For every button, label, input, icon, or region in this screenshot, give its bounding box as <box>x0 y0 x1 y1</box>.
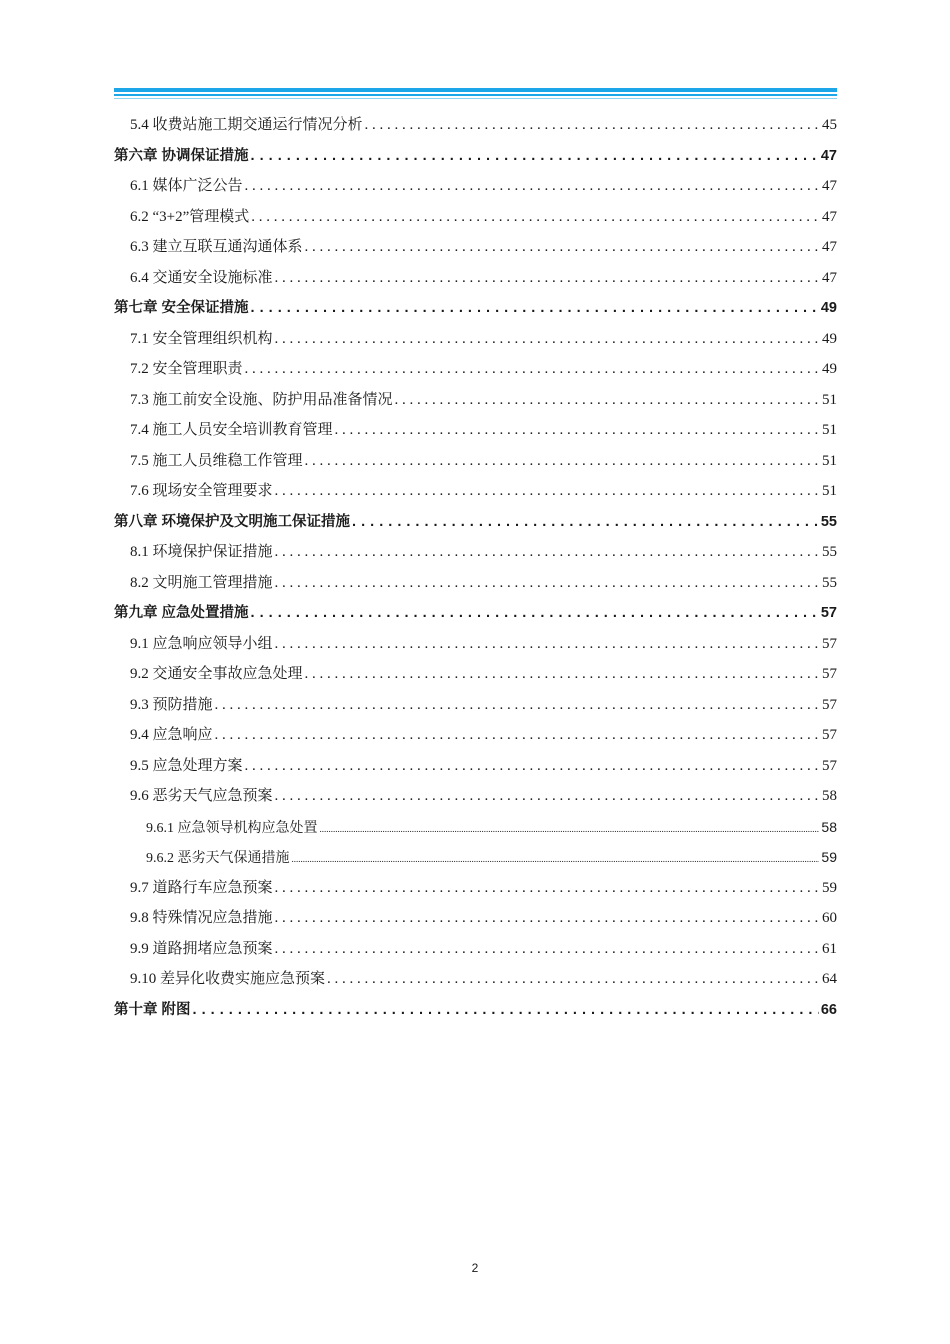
toc-dot-leader <box>275 537 820 568</box>
toc-entry-page-number: 51 <box>822 452 837 469</box>
toc-entry-page-number: 47 <box>822 208 837 225</box>
toc-entry-page-number: 47 <box>822 239 837 255</box>
toc-section-entry[interactable] <box>114 934 837 965</box>
toc-entry-page-number: 49 <box>820 300 837 316</box>
toc-dot-leader <box>305 659 820 690</box>
toc-dot-leader <box>275 629 820 660</box>
toc-entry-title: 7.1 安全管理组织机构 <box>130 330 273 347</box>
page-number-footer: 2 <box>471 1261 479 1275</box>
toc-entry-page-number: 59 <box>821 849 837 865</box>
toc-entry-title: 6.3 建立互联互通沟通体系 <box>130 239 303 255</box>
toc-entry-page-number: 49 <box>822 361 837 377</box>
toc-dot-leader <box>215 690 820 721</box>
toc-entry-title: 第八章 环境保护及文明施工保证措施 <box>114 513 351 530</box>
toc-entry-page-number: 51 <box>822 483 837 499</box>
toc-entry-page-number: 57 <box>820 605 837 621</box>
toc-entry-title: 6.4 交通安全设施标准 <box>130 269 273 286</box>
toc-section-entry[interactable] <box>114 354 837 385</box>
toc-section-entry[interactable] <box>114 568 837 599</box>
toc-section-entry[interactable] <box>114 171 837 202</box>
toc-entry-title: 9.10 差异化收费实施应急预案 <box>130 971 326 987</box>
toc-dot-leader <box>327 964 820 995</box>
toc-dot-leader <box>275 324 820 355</box>
toc-entry-page-number: 61 <box>822 940 837 957</box>
toc-entry-title: 9.2 交通安全事故应急处理 <box>130 666 303 682</box>
toc-section-entry[interactable] <box>114 263 837 294</box>
toc-chapter-entry[interactable] <box>114 141 837 172</box>
toc-section-entry[interactable] <box>114 964 837 995</box>
toc-entry-page-number: 55 <box>822 574 837 591</box>
toc-entry-title: 6.1 媒体广泛公告 <box>130 178 243 194</box>
toc-entry-title: 9.1 应急响应领导小组 <box>130 635 273 652</box>
toc-section-entry[interactable] <box>114 903 837 934</box>
toc-section-entry[interactable] <box>114 720 837 751</box>
toc-dot-leader <box>251 141 819 172</box>
toc-dot-leader <box>335 415 820 446</box>
toc-entry-page-number: 64 <box>822 971 837 987</box>
toc-dot-leader <box>275 263 820 294</box>
toc-entry-title: 第六章 协调保证措施 <box>114 147 249 164</box>
toc-dot-leader <box>251 598 819 629</box>
toc-section-entry[interactable] <box>114 781 837 812</box>
toc-dot-leader <box>275 903 820 934</box>
toc-section-entry[interactable] <box>114 232 837 263</box>
toc-dot-leader <box>305 446 820 477</box>
toc-entry-page-number: 57 <box>822 727 837 743</box>
header-rule-top <box>114 88 837 92</box>
toc-dot-leader <box>275 934 820 965</box>
toc-chapter-entry[interactable] <box>114 995 837 1026</box>
toc-entry-title: 6.2 “3+2”管理模式 <box>130 208 250 225</box>
toc-section-entry[interactable] <box>114 629 837 660</box>
toc-entry-page-number: 60 <box>822 910 837 926</box>
toc-entry-page-number: 59 <box>822 879 837 896</box>
toc-entry-title: 9.6.2 恶劣天气保通措施 <box>146 851 290 866</box>
toc-entry-title: 9.7 道路行车应急预案 <box>130 879 273 896</box>
toc-dot-leader <box>193 995 819 1026</box>
header-rule-middle <box>114 94 837 96</box>
toc-dot-leader <box>251 202 820 233</box>
toc-entry-title: 8.2 文明施工管理措施 <box>130 574 273 591</box>
toc-entry-page-number: 57 <box>822 696 837 713</box>
toc-section-entry[interactable] <box>114 537 837 568</box>
toc-chapter-entry[interactable] <box>114 598 837 629</box>
toc-section-entry[interactable] <box>114 324 837 355</box>
toc-chapter-entry[interactable] <box>114 507 837 538</box>
toc-entry-title: 7.4 施工人员安全培训教育管理 <box>130 422 333 438</box>
toc-section-entry[interactable] <box>114 476 837 507</box>
toc-dot-leader <box>215 720 820 751</box>
toc-dot-leader <box>245 751 820 782</box>
toc-chapter-entry[interactable] <box>114 293 837 324</box>
toc-entry-page-number: 58 <box>822 788 837 804</box>
toc-dot-leader <box>275 873 820 904</box>
toc-section-entry[interactable] <box>114 110 837 141</box>
toc-entry-page-number: 49 <box>822 330 837 347</box>
toc-subsection-entry[interactable] <box>114 842 837 873</box>
toc-entry-page-number: 57 <box>822 757 837 774</box>
toc-entry-title: 9.6.1 应急领导机构应急处置 <box>146 820 318 836</box>
toc-dot-leader <box>251 293 819 324</box>
toc-entry-title: 7.6 现场安全管理要求 <box>130 483 273 499</box>
toc-entry-title: 9.8 特殊情况应急措施 <box>130 910 273 926</box>
toc-dot-leader <box>395 385 820 416</box>
toc-subsection-entry[interactable] <box>114 812 837 843</box>
toc-dot-leader <box>275 781 820 812</box>
toc-dot-leader <box>275 568 820 599</box>
toc-entry-title: 8.1 环境保护保证措施 <box>130 544 273 560</box>
toc-entry-page-number: 66 <box>820 1001 837 1018</box>
toc-section-entry[interactable] <box>114 873 837 904</box>
toc-dot-leader <box>320 814 820 845</box>
toc-dot-leader <box>245 354 820 385</box>
toc-entry-page-number: 57 <box>822 666 837 682</box>
table-of-contents <box>114 110 837 1025</box>
toc-entry-page-number: 47 <box>822 178 837 194</box>
toc-entry-page-number: 51 <box>822 422 837 438</box>
toc-entry-title: 9.4 应急响应 <box>130 727 213 743</box>
toc-entry-title: 9.3 预防措施 <box>130 696 213 713</box>
toc-dot-leader <box>352 507 819 538</box>
toc-section-entry[interactable] <box>114 446 837 477</box>
toc-section-entry[interactable] <box>114 659 837 690</box>
toc-entry-page-number: 55 <box>820 513 837 530</box>
toc-entry-page-number: 55 <box>822 544 837 560</box>
toc-entry-title: 7.5 施工人员维稳工作管理 <box>130 452 303 469</box>
toc-section-entry[interactable] <box>114 202 837 233</box>
toc-entry-title: 9.5 应急处理方案 <box>130 757 243 774</box>
toc-section-entry[interactable] <box>114 751 837 782</box>
toc-section-entry[interactable] <box>114 385 837 416</box>
toc-entry-title: 第十章 附图 <box>114 1001 191 1018</box>
toc-entry-title: 第九章 应急处置措施 <box>114 605 249 621</box>
toc-dot-leader <box>275 476 820 507</box>
toc-dot-leader <box>292 844 820 875</box>
toc-dot-leader <box>245 171 820 202</box>
header-rule-bottom <box>114 98 837 99</box>
toc-entry-title: 7.3 施工前安全设施、防护用品准备情况 <box>130 391 393 408</box>
toc-entry-page-number: 47 <box>820 147 837 164</box>
toc-section-entry[interactable] <box>114 690 837 721</box>
toc-entry-title: 5.4 收费站施工期交通运行情况分析 <box>130 117 363 133</box>
toc-entry-title: 第七章 安全保证措施 <box>114 300 249 316</box>
toc-entry-title: 9.9 道路拥堵应急预案 <box>130 940 273 957</box>
toc-entry-page-number: 58 <box>821 818 837 835</box>
toc-entry-title: 7.2 安全管理职责 <box>130 361 243 377</box>
toc-section-entry[interactable] <box>114 415 837 446</box>
toc-entry-page-number: 45 <box>822 117 837 133</box>
toc-dot-leader <box>365 110 820 141</box>
toc-dot-leader <box>305 232 820 263</box>
toc-entry-title: 9.6 恶劣天气应急预案 <box>130 788 273 804</box>
toc-entry-page-number: 47 <box>822 269 837 286</box>
toc-entry-page-number: 51 <box>822 391 837 408</box>
toc-entry-page-number: 57 <box>822 635 837 652</box>
